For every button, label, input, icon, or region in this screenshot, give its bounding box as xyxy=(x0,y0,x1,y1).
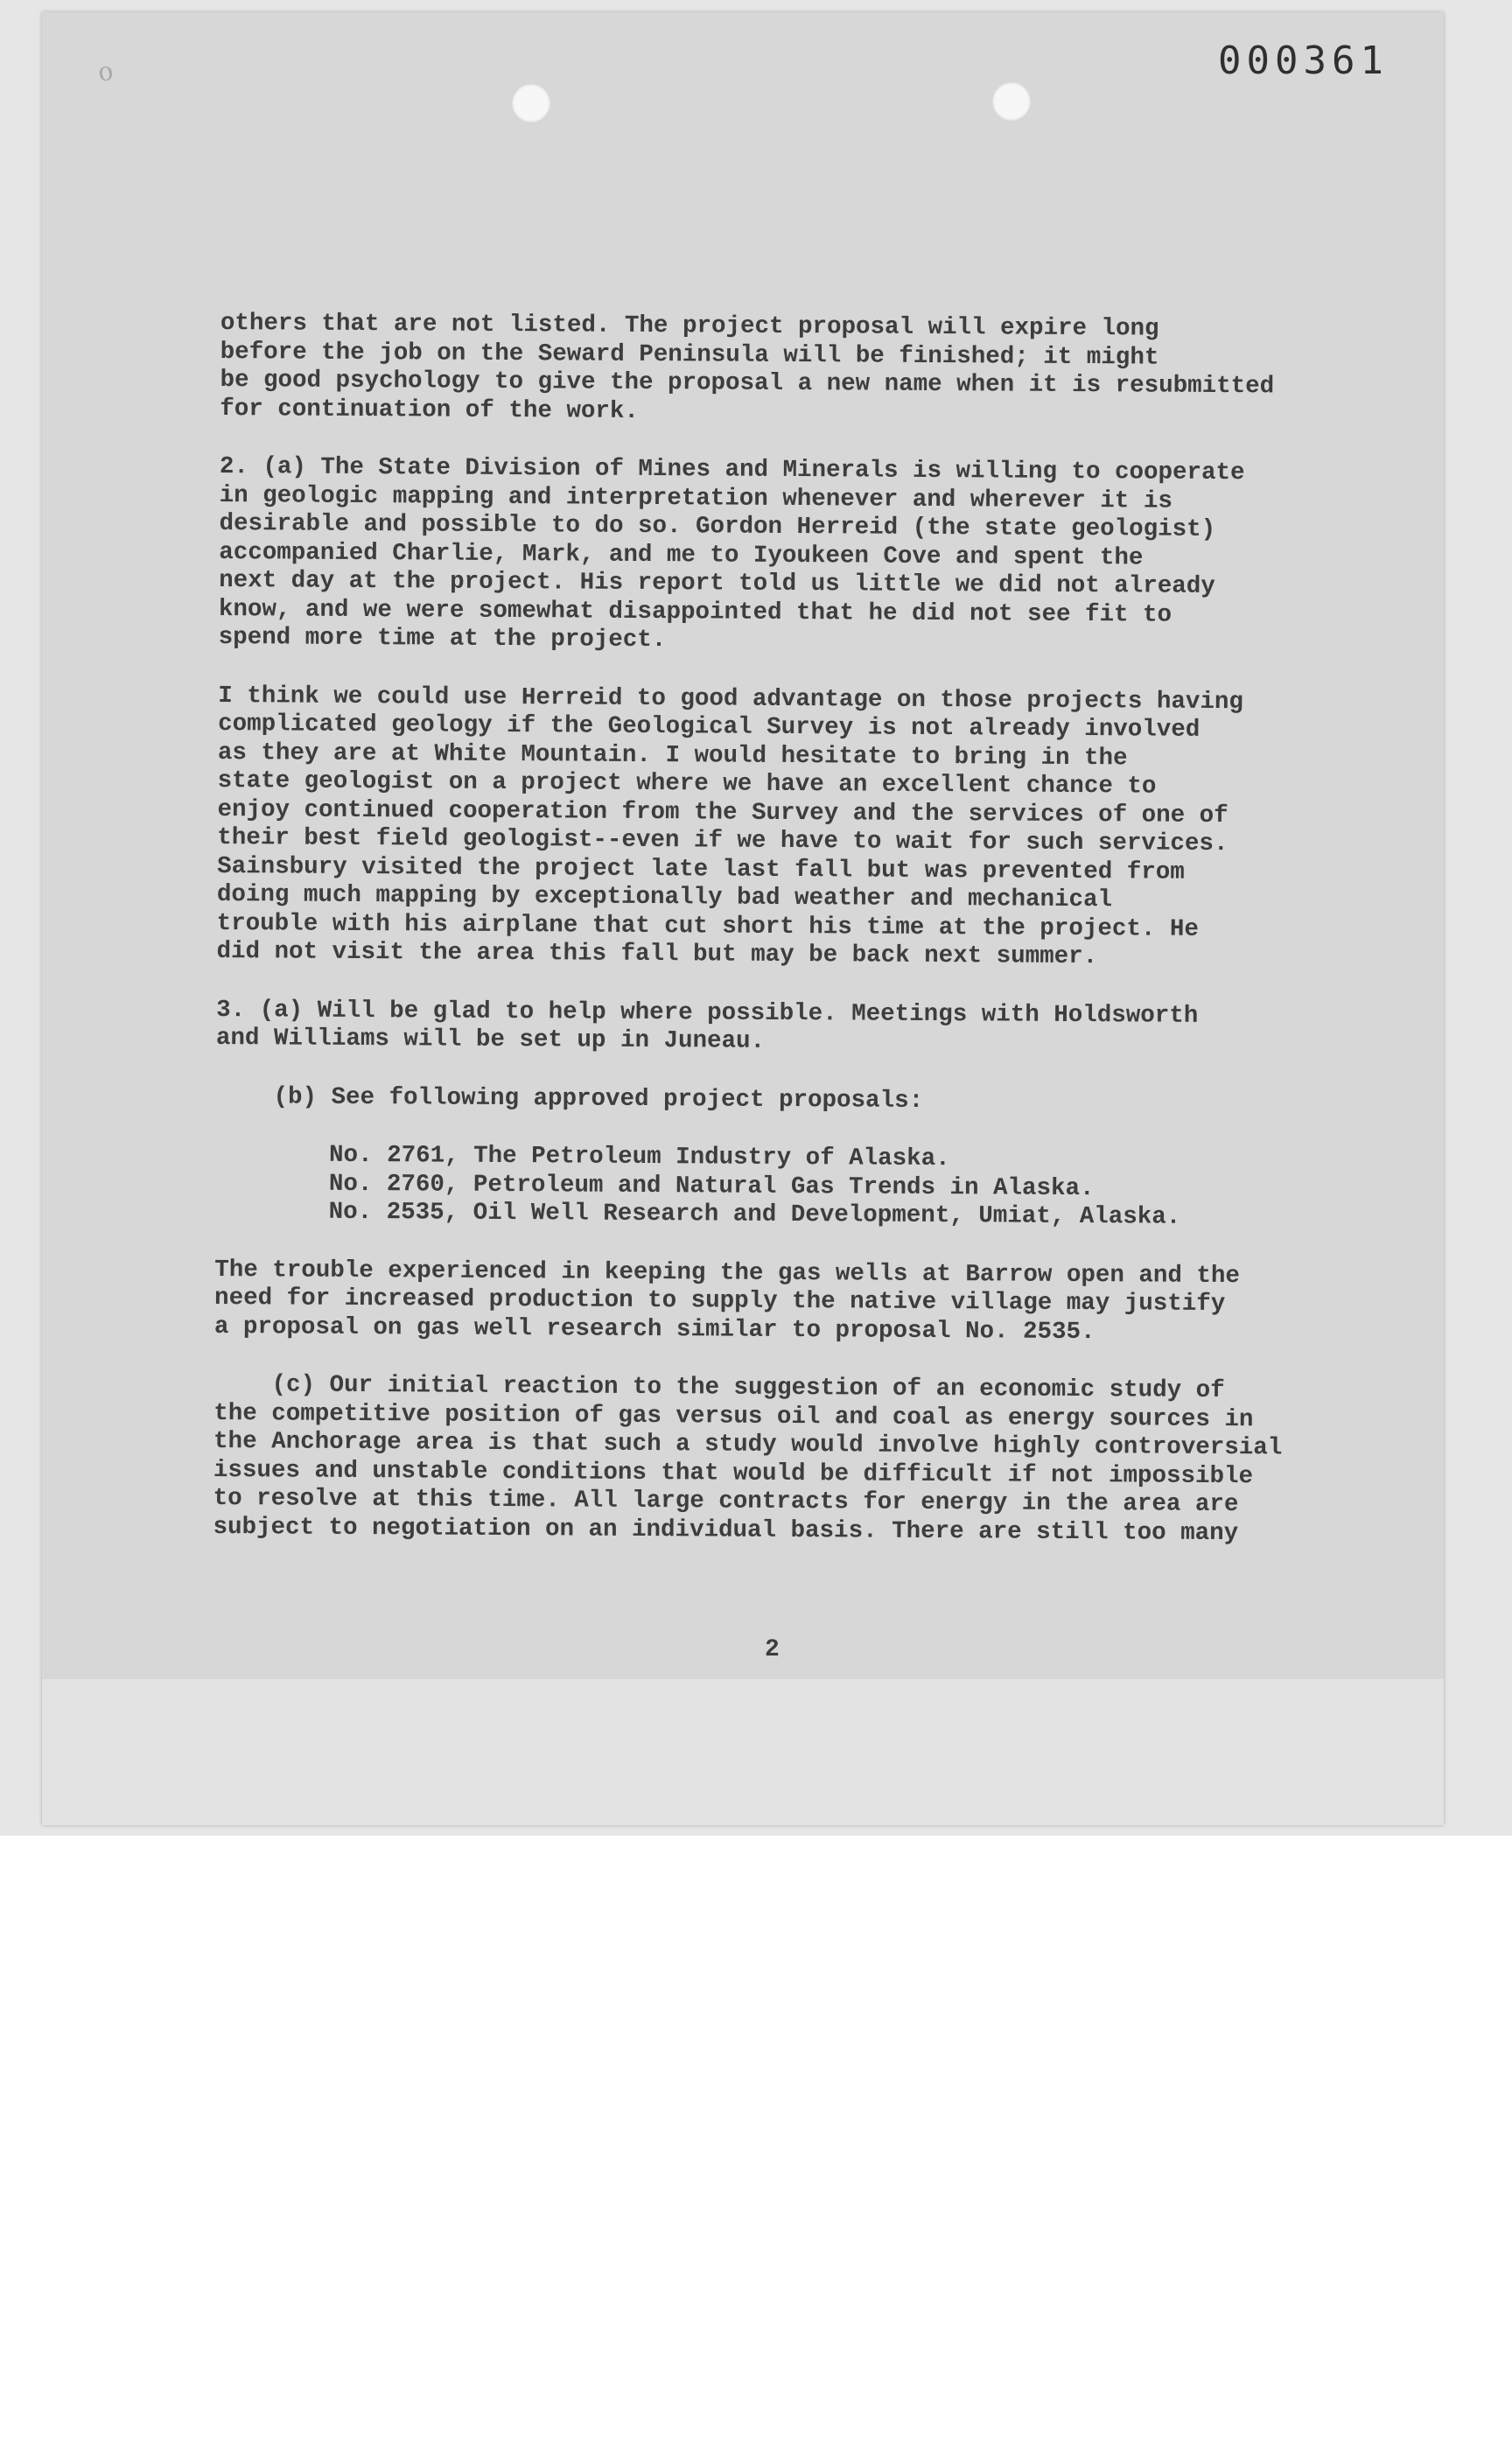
punch-hole-right xyxy=(992,82,1031,121)
document-body xyxy=(213,310,1358,1578)
page-bottom-fold xyxy=(42,1679,1444,1825)
paragraph-herreid: I think we could use Herreid to good advantage on those projects having complicated geology if the Geological Survey is not already involved as they are at White Mountain. I would hesitate to bring in the state geologist on a project where we have an excellent chance to enjoy continued cooperation from the Survey and the services of one of their best field geologist--even if we have to wait for such services. Sainsbury visited the project late last fall but was prevented from doing much mapping by exceptionally bad weather and mechanical trouble with his airplane that cut short his time at the project. He did not visit the area this fall but may be back next summer. xyxy=(216,682,1244,971)
paragraph-3c: (c) Our initial reaction to the suggestion of an economic study of the competitive position of gas versus oil and coal as energy sources in the Anchorage area is that such a study would involve highly controversial issues and unstable conditions that would be difficult if not impossible to resolve at this time. All large contracts for energy in the area are subject to negotiation on an individual basis. There are still too many xyxy=(213,1371,1283,1547)
punch-hole-left xyxy=(512,84,550,122)
list-item: No. 2761, The Petroleum Industry of Alaska. xyxy=(329,1141,950,1173)
paragraph-3b: (b) See following approved project proposals: xyxy=(273,1082,924,1115)
list-item: No. 2760, Petroleum and Natural Gas Trends in Alaska. xyxy=(328,1170,1095,1202)
paragraph-3a: 3. (a) Will be glad to help where possible. Meetings with Holdsworth and Williams will be set up in Juneau. xyxy=(215,996,1199,1055)
paragraph-barrow: The trouble experienced in keeping the gas wells at Barrow open and the need for increased production to supply the native village may justify a proposal on gas well research similar to proposal No. 2535. xyxy=(214,1256,1241,1346)
paragraph-continuation: others that are not listed. The project proposal will expire long before the job on the Seward Peninsula will be finished; it might be good psychology to give the proposal a new name when it is resubmitted for continuation of the work. xyxy=(220,310,1275,425)
pencil-mark-icon: ℴ xyxy=(90,47,119,91)
document-number-stamp: 000361 xyxy=(1218,38,1389,83)
paragraph-2a: 2. (a) The State Division of Mines and Minerals is willing to cooperate in geologic mapping and interpretation whenever and wherever it is desirable and possible to do so. Gordon Herreid (the state geologist) accompanied Charlie, Mark, and me to Iyoukeen Cove and spent the next day at the project. His report told us little we did not already know, and we were somewhat disappointed that he did not see fit to spend more time at the project. xyxy=(218,452,1245,654)
proposal-list xyxy=(329,1142,1354,1234)
page-number: 2 xyxy=(765,1636,780,1663)
list-item: No. 2535, Oil Well Research and Development, Umiat, Alaska. xyxy=(328,1198,1181,1231)
